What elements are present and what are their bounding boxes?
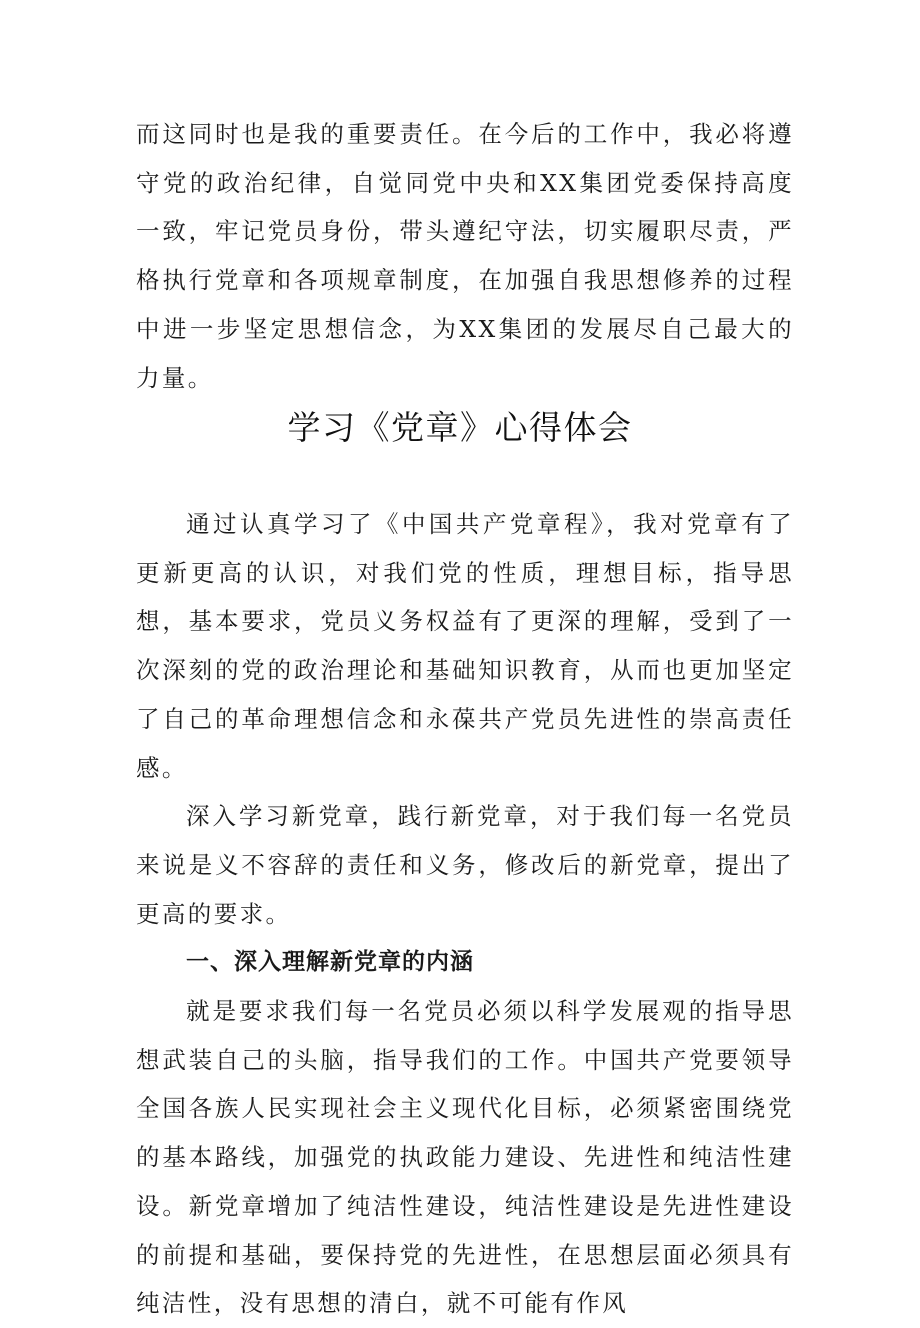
document-title: 学习《党章》心得体会 — [287, 408, 633, 447]
body-paragraph-2: 深入学习新党章，践行新党章，对于我们每一名党员来说是义不容辞的责任和义务，修改后的新党章，提出了更高的要求。 — [136, 802, 794, 928]
body-paragraph-1: 通过认真学习了《中国共产党章程》，我对党章有了更新更高的认识，对我们党的性质，理想目标，指导思想，基本要求，党员义务权益有了更深的理解，受到了一次深刻的党的政治理论和基础知识教育，从而也更加坚定了自己的革命理想信念和永葆共产党员先进性的崇高责任感。 — [136, 510, 794, 782]
section-paragraph: 就是要求我们每一名党员必须以科学发展观的指导思想武装自己的头脑，指导我们的工作。中国共产党要领导全国各族人民实现社会主义现代化目标，必须紧密围绕党的基本路线，加强党的执政能力建设、先进性和纯洁性建设。新党章增加了纯洁性建设，纯洁性建设是先进性建设的前提和基础，要保持党的先进性，在思想层面必须具有纯洁性，没有思想的清白，就不可能有作风 — [136, 997, 794, 1318]
continued-text-block — [136, 110, 794, 402]
section-heading: 一、深入理解新党章的内涵 — [186, 949, 474, 976]
body-text-block — [136, 500, 794, 1328]
continued-paragraph: 而这同时也是我的重要责任。在今后的工作中，我必将遵守党的政治纪律，自觉同党中央和XX集团党委保持高度一致，牢记党员身份，带头遵纪守法，切实履职尽责，严格执行党章和各项规章制度，在加强自我思想修养的过程中进一步坚定思想信念，为XX集团的发展尽自己最大的力量。 — [136, 120, 794, 392]
